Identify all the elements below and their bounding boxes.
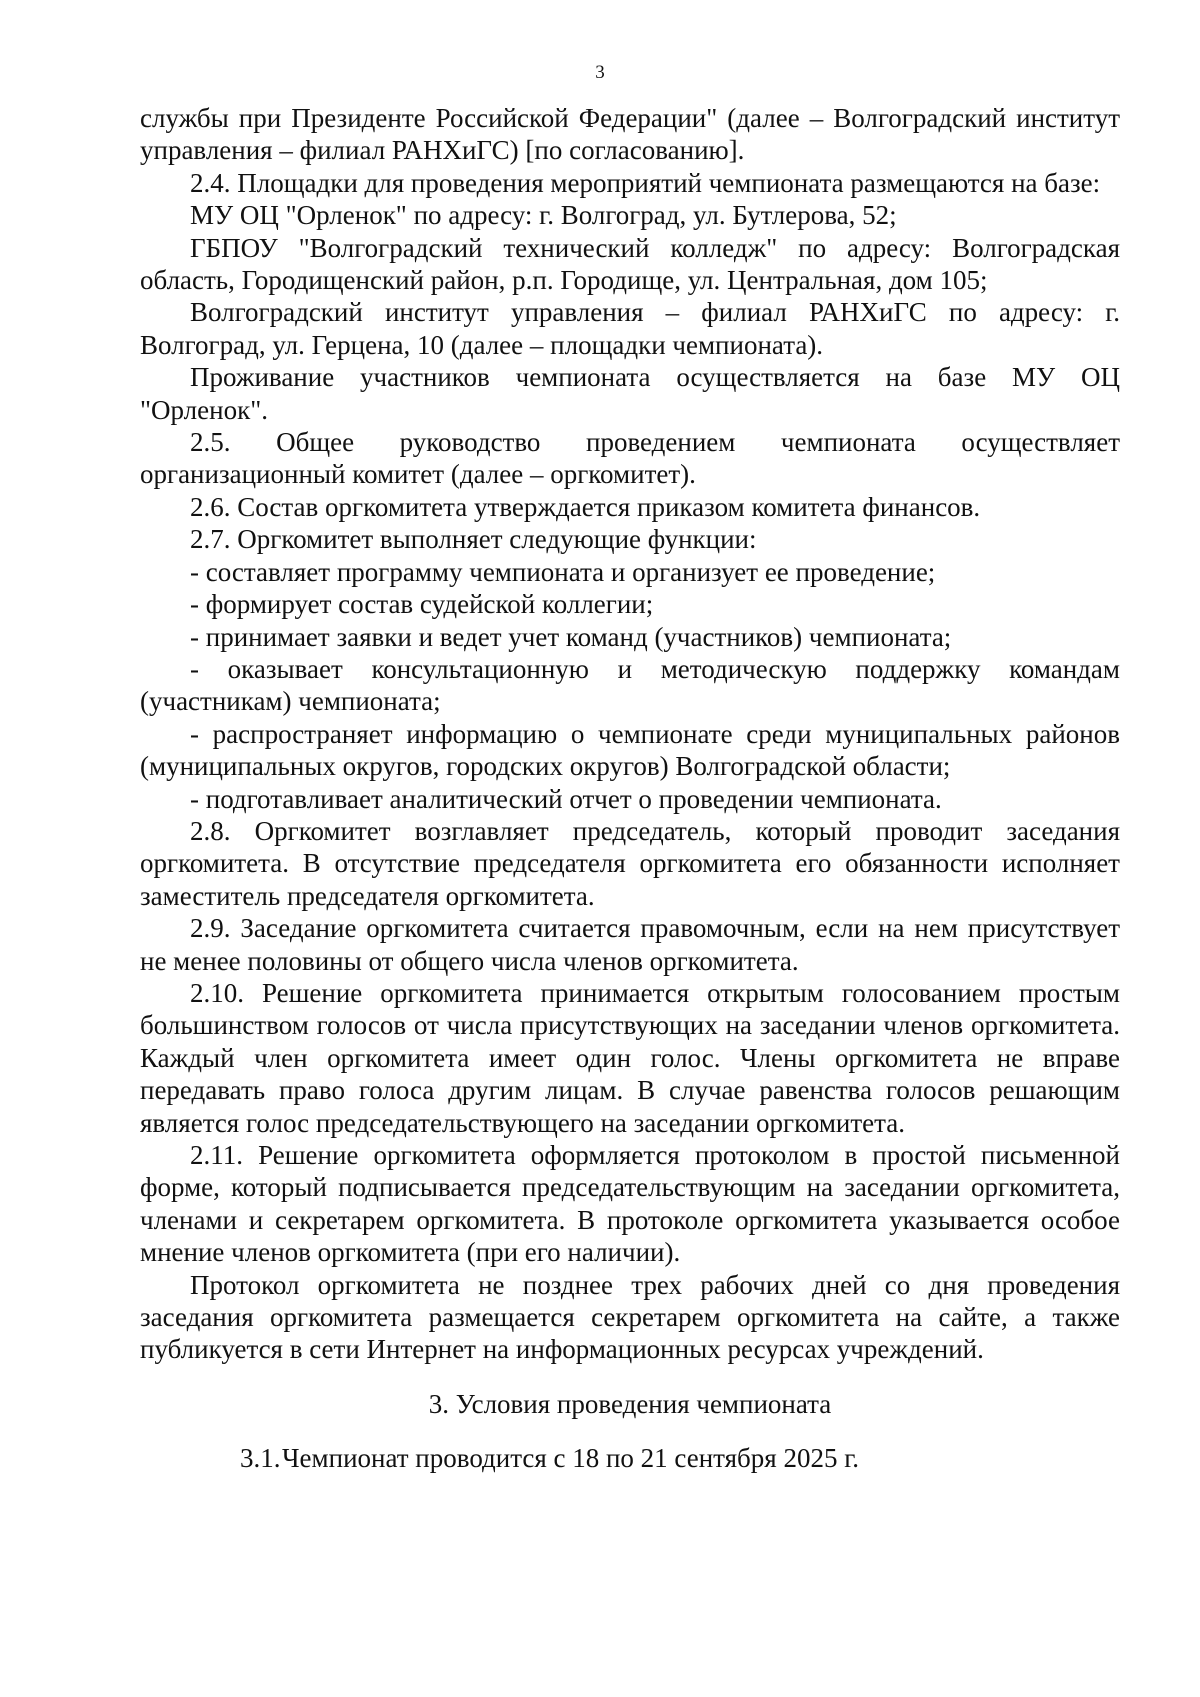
paragraph: Протокол оргкомитета не позднее трех рабочих дней со дня проведения заседания оргкомитета размещается секретарем оргкомитета на сайте, а также публикуется в сети Интернет на информационных ресурсах учреждений.	[140, 1269, 1120, 1365]
paragraph: 2.9. Заседание оргкомитета считается правомочным, если на нем присутствует не менее половины от общего числа членов оргкомитета.	[140, 913, 1120, 976]
page-number: 3	[595, 62, 605, 83]
paragraph: 2.8. Оргкомитет возглавляет председатель, который проводит заседания оргкомитета. В отсутствие председателя оргкомитета его обязанности исполняет заместитель председателя оргкомитета.	[140, 815, 1120, 911]
document-body	[140, 102, 1120, 1475]
list-item: - составляет программу чемпионата и организует ее проведение;	[190, 556, 936, 587]
paragraph: 2.6. Состав оргкомитета утверждается приказом комитета финансов.	[190, 491, 981, 522]
list-item: - формирует состав судейской коллегии;	[190, 589, 654, 620]
list-item: - принимает заявки и ведет учет команд (участников) чемпионата;	[190, 621, 952, 652]
item-text: Чемпионат проводится с 18 по 21 сентября 2025 г.	[282, 1443, 859, 1474]
paragraph: Проживание участников чемпионата осуществляется на базе МУ ОЦ "Орленок".	[140, 362, 1120, 425]
paragraph: ГБПОУ "Волгоградский технический колледж" по адресу: Волгоградская область, Городищенский район, р.п. Городище, ул. Центральная, дом 105;	[140, 232, 1120, 296]
paragraph: 2.4. Площадки для проведения мероприятий чемпионата размещаются на базе:	[190, 167, 1101, 198]
paragraph: 2.7. Оргкомитет выполняет следующие функции:	[190, 524, 757, 555]
paragraph: 2.11. Решение оргкомитета оформляется протоколом в простой письменной форме, который подписывается председательствующим на заседании оргкомитета, членами и секретарем оргкомитета. В протоколе оргкомитета указывается особое мнение членов оргкомитета (при его наличии).	[140, 1140, 1120, 1268]
section-heading: 3. Условия проведения чемпионата	[428, 1388, 832, 1419]
list-item: - подготавливает аналитический отчет о проведении чемпионата.	[190, 783, 942, 814]
item-number: 3.1.	[240, 1443, 281, 1474]
paragraph: Волгоградский институт управления – филиал РАНХиГС по адресу: г. Волгоград, ул. Герцена, 10 (далее – площадки чемпионата).	[140, 297, 1120, 360]
numbered-item	[140, 1442, 1120, 1474]
list-item: - оказывает консультационную и методическую поддержку командам (участникам) чемпионата;	[140, 653, 1120, 717]
list-item: - распространяет информацию о чемпионате среди муниципальных районов (муниципальных округов, городских округов) Волгоградской области;	[140, 718, 1120, 782]
paragraph: 2.5. Общее руководство проведением чемпионата осуществляет организационный комитет (далее – оргкомитет).	[140, 427, 1120, 490]
paragraph: 2.10. Решение оргкомитета принимается открытым голосованием простым большинством голосов от числа присутствующих на заседании членов оргкомитета. Каждый член оргкомитета имеет один голос. Члены оргкомитета не вправе передавать право голоса другим лицам. В случае равенства голосов решающим является голос председательствующего на заседании оргкомитета.	[140, 977, 1120, 1138]
paragraph: службы при Президенте Российской Федерации" (далее – Волгоградский институт управления – филиал РАНХиГС) [по согласованию].	[140, 103, 1120, 166]
paragraph: МУ ОЦ "Орленок" по адресу: г. Волгоград, ул. Бутлерова, 52;	[190, 200, 897, 231]
